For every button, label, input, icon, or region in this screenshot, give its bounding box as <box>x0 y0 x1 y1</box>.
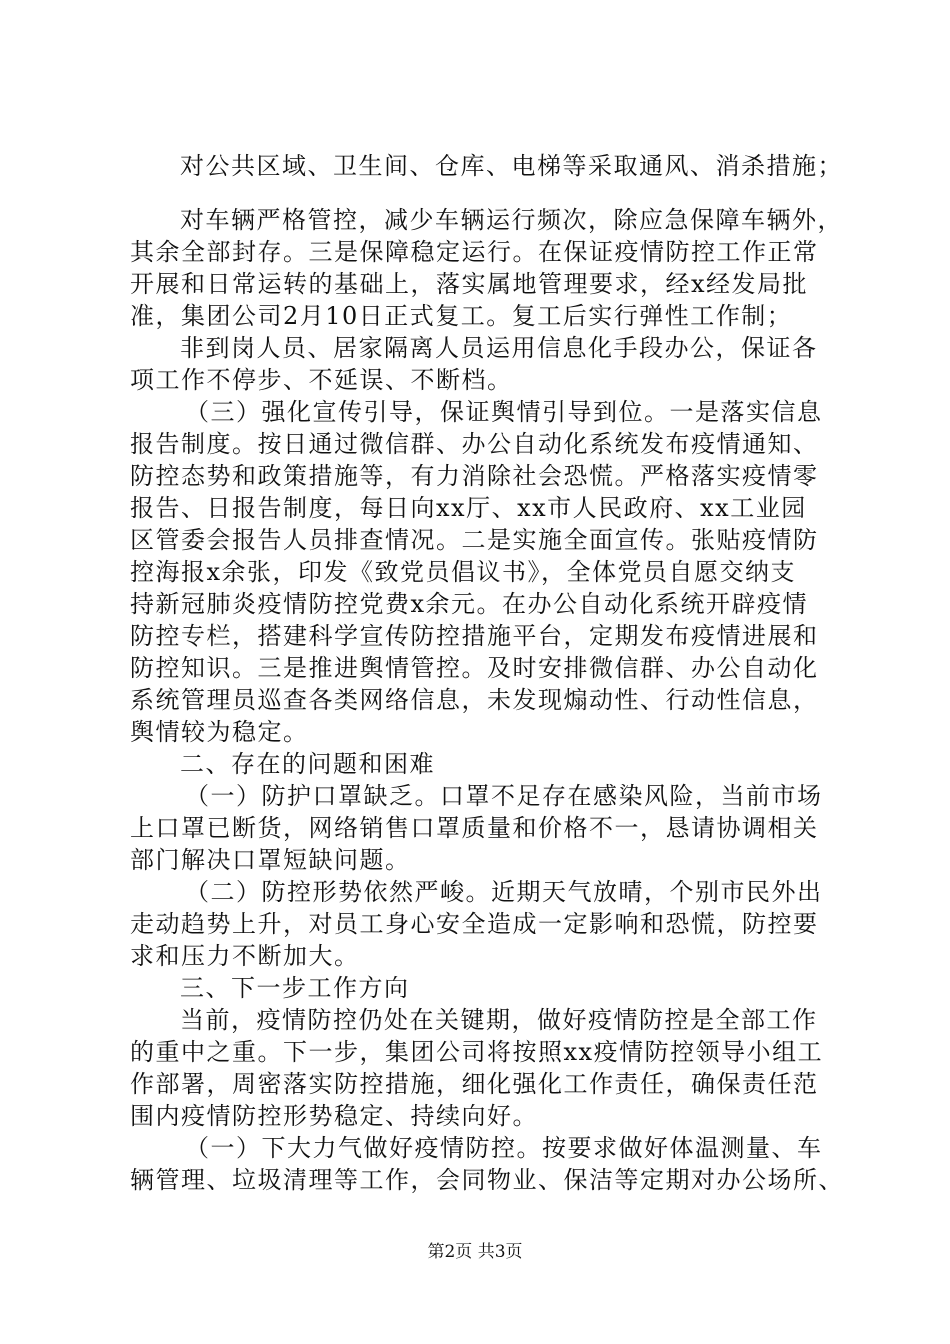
text-line: 其余全部封存。三是保障稳定运行。在保证疫情防控工作正常 <box>130 238 819 266</box>
text-line: 求和压力不断加大。 <box>130 942 360 970</box>
text-line: 上口罩已断货，网络销售口罩质量和价格不一，恳请协调相关 <box>130 814 819 842</box>
text-line: 报告、日报告制度，每日向xx厅、xx市人民政府、xx工业园 <box>130 494 807 522</box>
text-line: 防控专栏，搭建科学宣传防控措施平台，定期发布疫情进展和 <box>130 622 819 650</box>
text-line: 非到岗人员、居家隔离人员运用信息化手段办公，保证各 <box>180 334 818 362</box>
document-body <box>130 150 844 1196</box>
text-line: （一）防护口罩缺乏。口罩不足存在感染风险，当前市场 <box>185 782 823 810</box>
section-heading: 二、存在的问题和困难 <box>180 750 435 778</box>
text-line: 项工作不停步、不延误、不断档。 <box>130 366 513 394</box>
text-line: （二）防控形势依然严峻。近期天气放晴，个别市民外出 <box>185 878 823 906</box>
text-line: 舆情较为稳定。 <box>130 718 309 746</box>
text-line: 防控知识。三是推进舆情管控。及时安排微信群、办公自动化 <box>130 654 819 682</box>
text-line: 持新冠肺炎疫情防控党费x余元。在办公自动化系统开辟疫情 <box>130 590 809 618</box>
section-heading: 三、下一步工作方向 <box>180 974 410 1002</box>
text-line: 对公共区域、卫生间、仓库、电梯等采取通风、消杀措施； <box>180 152 843 180</box>
text-line: 防控态势和政策措施等，有力消除社会恐慌。严格落实疫情零 <box>130 462 819 490</box>
text-line: 作部署，周密落实防控措施，细化强化工作责任，确保责任范 <box>130 1070 819 1098</box>
text-line: 当前，疫情防控仍处在关键期，做好疫情防控是全部工作 <box>180 1006 818 1034</box>
text-line: 部门解决口罩短缺问题。 <box>130 846 411 874</box>
text-line: 准，集团公司2月10日正式复工。复工后实行弹性工作制； <box>130 302 793 330</box>
text-line: （一）下大力气做好疫情防控。按要求做好体温测量、车 <box>185 1134 823 1162</box>
text-line: 围内疫情防控形势稳定、持续向好。 <box>130 1102 538 1130</box>
text-line: 开展和日常运转的基础上，落实属地管理要求，经x经发局批 <box>130 270 809 298</box>
text-line: 控海报x余张，印发《致党员倡议书》，全体党员自愿交纳支 <box>130 558 797 586</box>
text-line: （三）强化宣传引导，保证舆情引导到位。一是落实信息 <box>185 398 823 426</box>
text-line: 区管委会报告人员排查情况。二是实施全面宣传。张贴疫情防 <box>130 526 819 554</box>
text-line: 报告制度。按日通过微信群、办公自动化系统发布疫情通知、 <box>130 430 819 458</box>
text-line: 对车辆严格管控，减少车辆运行频次，除应急保障车辆外， <box>180 206 843 234</box>
text-line: 系统管理员巡查各类网络信息，未发现煽动性、行动性信息， <box>130 686 819 714</box>
text-line: 走动趋势上升，对员工身心安全造成一定影响和恐慌，防控要 <box>130 910 819 938</box>
text-line: 的重中之重。下一步，集团公司将按照xx疫情防控领导小组工 <box>130 1038 824 1066</box>
page-number-footer: 第2页 共3页 <box>427 1242 523 1262</box>
text-line: 辆管理、垃圾清理等工作，会同物业、保洁等定期对办公场所、 <box>130 1166 844 1194</box>
